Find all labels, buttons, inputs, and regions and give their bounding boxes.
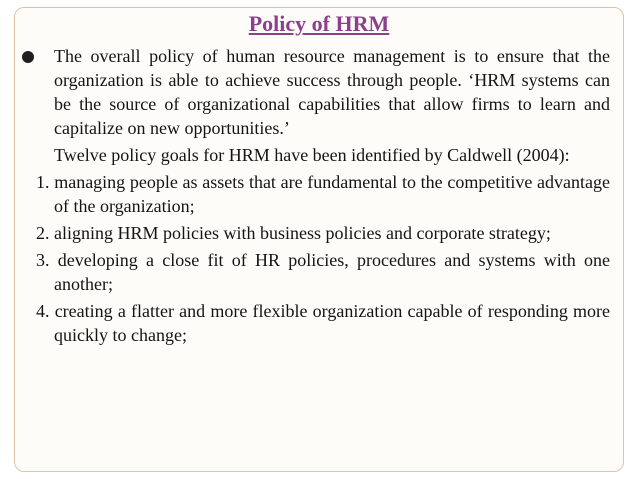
bullet-icon [22,51,34,63]
goal-item-4: 4. creating a flatter and more flexible organization capable of responding more quickly to change; [36,301,610,345]
slide-body [36,44,610,350]
intro-text: The overall policy of human resource management is to ensure that the organization is able to achieve success through people. ‘HRM systems can be the source of organizational capabilities that allow firms to learn and capitalize on new opportunities.’ [54,46,610,138]
slide-title: Policy of HRM [248,11,390,36]
intro-paragraph [54,44,610,140]
lead-paragraph: Twelve policy goals for HRM have been identified by Caldwell (2004): [54,145,570,165]
goal-item-3: 3. developing a close fit of HR policies, procedures and systems with one another; [36,250,610,294]
goal-item-2: 2. aligning HRM policies with business policies and corporate strategy; [36,223,551,243]
goal-item-1: 1. managing people as assets that are fundamental to the competitive advantage of the organization; [36,172,610,216]
